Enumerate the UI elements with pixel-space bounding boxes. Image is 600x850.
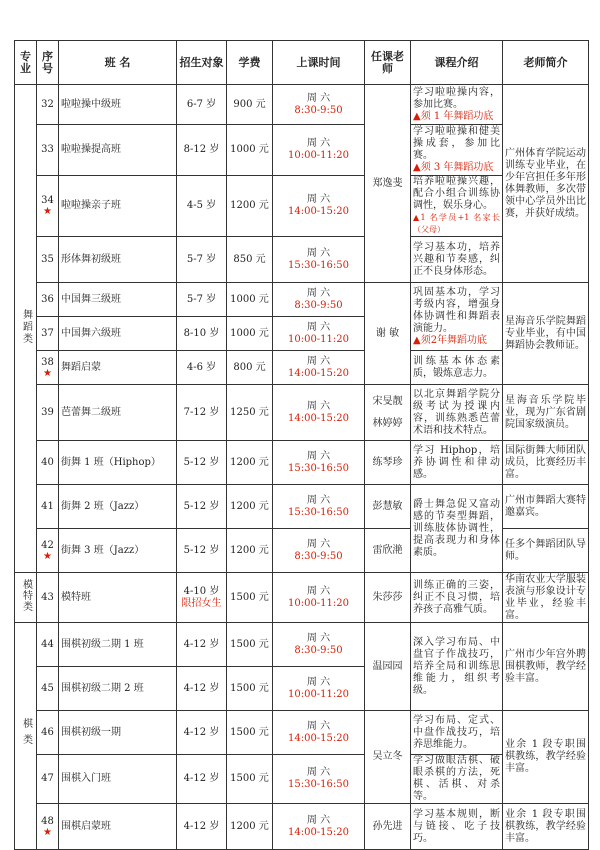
row-time: 周 六 8:30-9:50 <box>273 623 365 667</box>
row-class-name: 围棋入门班 <box>59 755 177 804</box>
row-time: 周 六 15:30-16:50 <box>273 441 365 485</box>
table-row <box>15 623 589 667</box>
row-class-name: 啦啦操中级班 <box>59 85 177 125</box>
row-intro: 学习 Hiphop，培养协调性和律动感。 <box>411 441 503 485</box>
row-time: 周 六 15:30-16:50 <box>273 485 365 529</box>
row-target: 7-12 岁 <box>177 385 227 441</box>
table-row <box>15 283 589 317</box>
row-seq: 39 <box>37 385 59 441</box>
row-seq: 44 <box>37 623 59 667</box>
star-icon: ★ <box>43 206 52 217</box>
row-intro: 训练基本体态素质，锻炼意志力。 <box>411 351 503 385</box>
teacher-cell: 雷欣滟 <box>365 529 411 573</box>
row-time: 周 六 8:30-9:50 <box>273 529 365 573</box>
teacher-bio: 业余 1 段专职围棋教练，教学经验丰富。 <box>503 804 589 850</box>
row-time: 周 六 14:00-15:20 <box>273 176 365 237</box>
row-target: 4-10 岁 限招女生 <box>177 573 227 623</box>
row-class-name: 街舞 2 班（Jazz） <box>59 485 177 529</box>
row-fee: 1500 元 <box>227 623 273 667</box>
row-fee: 1500 元 <box>227 573 273 623</box>
header-seq: 序号 <box>37 41 59 85</box>
row-intro: 训练正确的三姿，纠正不良习惯，培养孩子高雅气质。 <box>411 573 503 623</box>
star-icon: ★ <box>43 550 52 562</box>
row-time: 周 六 14:00-15:20 <box>273 804 365 850</box>
teacher-bio: 华南农业大学服装表演与形象设计专业毕业，经验丰富。 <box>503 573 589 623</box>
row-intro: 深入学习布局、中盘官子作战技巧，培养全局和训练思维能力，组织考级。 <box>411 623 503 711</box>
row-time: 周 六 14:00-15:20 <box>273 385 365 441</box>
row-time: 周 六 15:30-16:50 <box>273 237 365 283</box>
row-target: 8-12 岁 <box>177 125 227 176</box>
teacher-cell: 温园园 <box>365 623 411 711</box>
header-row <box>15 41 589 85</box>
star-icon: ★ <box>43 826 52 838</box>
teacher-cell: 宋旻靓 林婷婷 <box>365 385 411 441</box>
row-target: 4-12 岁 <box>177 711 227 755</box>
teacher-cell: 彭慧敏 <box>365 485 411 529</box>
row-intro: 以北京舞蹈学院分级考试为授课内容，训练熟悉芭蕾术语和技术特点。 <box>411 385 503 441</box>
row-fee: 1000 元 <box>227 125 273 176</box>
row-seq: 43 <box>37 573 59 623</box>
row-class-name: 形体舞初级班 <box>59 237 177 283</box>
header-teacher: 任课老师 <box>365 41 411 85</box>
teacher-cell: 练琴珍 <box>365 441 411 485</box>
row-target: 8-10 岁 <box>177 317 227 351</box>
row-fee: 1000 元 <box>227 283 273 317</box>
row-intro: 爵士舞急促又富动感的节奏型舞蹈，训练肢体协调性，提高表现力和身体素质。 <box>411 485 503 573</box>
row-target: 5-7 岁 <box>177 237 227 283</box>
category-chess: 棋类 <box>15 623 37 850</box>
header-class: 班 名 <box>59 41 177 85</box>
row-target: 5-12 岁 <box>177 529 227 573</box>
row-fee: 1200 元 <box>227 176 273 237</box>
teacher-cell: 谢 敏 <box>365 283 411 385</box>
row-seq: 35 <box>37 237 59 283</box>
row-fee: 1200 元 <box>227 441 273 485</box>
row-fee: 1500 元 <box>227 667 273 711</box>
row-seq: 32 <box>37 85 59 125</box>
row-intro: 学习做眼活棋、破眼杀棋的方法，死棋、活棋、对杀等。 <box>411 755 503 804</box>
table-row <box>15 237 589 283</box>
row-class-name: 模特班 <box>59 573 177 623</box>
row-seq: 37 <box>37 317 59 351</box>
row-time: 周 六 14:00-15:20 <box>273 351 365 385</box>
row-seq: 46 <box>37 711 59 755</box>
row-intro: 学习基本功，培养兴趣和节奏感，纠正不良身体形态。 <box>411 237 503 283</box>
teacher-cell: 孙先进 <box>365 804 411 850</box>
teacher-cell: 朱莎莎 <box>365 573 411 623</box>
row-target: 4-12 岁 <box>177 667 227 711</box>
table-row <box>15 351 589 385</box>
row-target: 5-12 岁 <box>177 441 227 485</box>
row-intro: 学习啦啦操和健美操成套，参加比赛。 ▲须 3 年舞蹈功底 <box>411 125 503 176</box>
star-icon: ★ <box>43 367 52 379</box>
row-class-name: 芭蕾舞二级班 <box>59 385 177 441</box>
row-seq: 40 <box>37 441 59 485</box>
row-seq: 47 <box>37 755 59 804</box>
row-class-name: 舞蹈启蒙 <box>59 351 177 385</box>
row-seq: 45 <box>37 667 59 711</box>
row-fee: 1200 元 <box>227 485 273 529</box>
header-major: 专业 <box>15 41 37 85</box>
row-seq: 38 ★ <box>37 351 59 385</box>
row-intro: 巩固基本功，学习考级内容，增强身体协调性和舞蹈表演能力。 ▲须2年舞蹈功底 <box>411 283 503 351</box>
row-target: 4-6 岁 <box>177 351 227 385</box>
table-row <box>15 85 589 125</box>
row-seq: 34 ★ <box>37 176 59 237</box>
row-target: 6-7 岁 <box>177 85 227 125</box>
row-time: 周 六 10:00-11:20 <box>273 317 365 351</box>
table-row <box>15 711 589 755</box>
teacher-bio: 任多个舞蹈团队导师。 <box>503 529 589 573</box>
row-time: 周 六 15:30-16:50 <box>273 755 365 804</box>
row-target: 5-7 岁 <box>177 283 227 317</box>
row-time: 周 六 10:00-11:20 <box>273 573 365 623</box>
row-time: 周 六 10:00-11:20 <box>273 667 365 711</box>
header-intro: 课程介绍 <box>411 41 503 85</box>
row-class-name: 啦啦操亲子班 <box>59 176 177 237</box>
row-fee: 1000 元 <box>227 317 273 351</box>
row-target: 5-12 岁 <box>177 485 227 529</box>
row-class-name: 围棋初级二期 1 班 <box>59 623 177 667</box>
category-model: 模特类 <box>15 573 37 623</box>
table-row <box>15 176 589 237</box>
row-intro: 学习啦啦操内容，参加比赛。 ▲须 1 年舞蹈功底 <box>411 85 503 125</box>
table-row <box>15 385 589 441</box>
header-target: 招生对象 <box>177 41 227 85</box>
row-class-name: 围棋初级二期 2 班 <box>59 667 177 711</box>
table-row <box>15 755 589 804</box>
row-fee: 1200 元 <box>227 804 273 850</box>
row-seq: 41 <box>37 485 59 529</box>
teacher-cell: 吴立冬 <box>365 711 411 804</box>
row-seq: 48 ★ <box>37 804 59 850</box>
row-intro: 培养啦啦操兴趣，配合小组合训练协调性，娱乐身心。 ▲1 名学员+1 名家长（父母） <box>411 176 503 237</box>
table-row <box>15 441 589 485</box>
row-seq: 36 <box>37 283 59 317</box>
row-fee: 1200 元 <box>227 529 273 573</box>
row-seq: 42 ★ <box>37 529 59 573</box>
row-target: 4-12 岁 <box>177 623 227 667</box>
row-intro: 学习基本规则，断与链接、吃子技巧。 <box>411 804 503 850</box>
table-row <box>15 125 589 176</box>
table-row <box>15 485 589 529</box>
row-time: 周 六 8:30-9:50 <box>273 283 365 317</box>
row-fee: 800 元 <box>227 351 273 385</box>
row-fee: 900 元 <box>227 85 273 125</box>
row-class-name: 中国舞六级班 <box>59 317 177 351</box>
row-time: 周 六 8:30-9:50 <box>273 85 365 125</box>
row-fee: 1500 元 <box>227 755 273 804</box>
teacher-bio: 星海音乐学院毕业，现为广东省剧院国家级演员。 <box>503 385 589 441</box>
table-row <box>15 573 589 623</box>
row-class-name: 街舞 1 班（Hiphop） <box>59 441 177 485</box>
teacher-bio: 广州市少年宫外聘围棋教师，教学经验丰富。 <box>503 623 589 711</box>
teacher-bio: 广州市舞蹈大赛特邀嘉宾。 <box>503 485 589 529</box>
row-time: 周 六 14:00-15:20 <box>273 711 365 755</box>
table-row <box>15 529 589 573</box>
row-class-name: 围棋初级一期 <box>59 711 177 755</box>
teacher-bio: 星海音乐学院舞蹈专业毕业，有中国舞蹈协会教师证。 <box>503 283 589 385</box>
teacher-bio: 广州体育学院运动训练专业毕业，在少年宫担任多年形体舞教师，多次带领中心学员外出比赛，并获好成绩。 <box>503 85 589 283</box>
row-fee: 850 元 <box>227 237 273 283</box>
header-time: 上课时间 <box>273 41 365 85</box>
category-dance: 舞蹈类 <box>15 85 37 573</box>
row-target: 4-12 岁 <box>177 804 227 850</box>
header-bio: 老师简介 <box>503 41 589 85</box>
teacher-bio: 国际街舞大师团队成员，比赛经历丰富。 <box>503 441 589 485</box>
row-class-name: 街舞 3 班（Jazz） <box>59 529 177 573</box>
row-class-name: 中国舞三级班 <box>59 283 177 317</box>
table-row <box>15 804 589 850</box>
row-seq: 33 <box>37 125 59 176</box>
header-fee: 学费 <box>227 41 273 85</box>
teacher-bio: 业余 1 段专职围棋教练，教学经验丰富。 <box>503 711 589 804</box>
row-intro: 学习布局、定式、中盘作战技巧，培养思维能力。 <box>411 711 503 755</box>
row-target: 4-12 岁 <box>177 755 227 804</box>
row-class-name: 围棋启蒙班 <box>59 804 177 850</box>
row-time: 周 六 10:00-11:20 <box>273 125 365 176</box>
row-fee: 1500 元 <box>227 711 273 755</box>
row-class-name: 啦啦操提高班 <box>59 125 177 176</box>
row-target: 4-5 岁 <box>177 176 227 237</box>
row-fee: 1250 元 <box>227 385 273 441</box>
course-table <box>14 40 589 850</box>
teacher-cell: 郑逸斐 <box>365 85 411 283</box>
